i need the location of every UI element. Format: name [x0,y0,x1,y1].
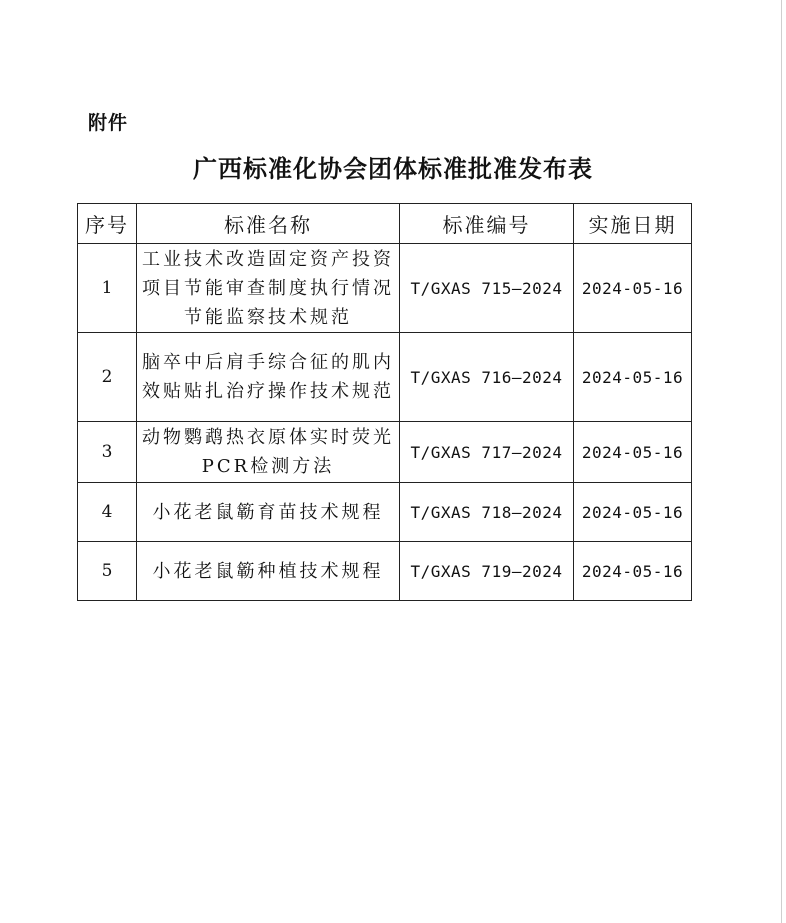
table-row [78,542,692,601]
table-row [78,333,692,422]
cell-date: 2024-05-16 [574,244,692,333]
table-row [78,244,692,333]
cell-no: 1 [78,244,137,333]
document-title: 广西标准化协会团体标准批准发布表 [193,155,593,183]
table-header-row [78,204,692,244]
cell-code: T/GXAS 718—2024 [400,483,574,542]
cell-name: 小花老鼠簕育苗技术规程 [137,483,400,542]
header-name: 标准名称 [137,204,400,244]
cell-date: 2024-05-16 [574,542,692,601]
cell-code: T/GXAS 717—2024 [400,422,574,483]
cell-code: T/GXAS 715—2024 [400,244,574,333]
table-row [78,422,692,483]
page-edge-line [781,0,782,923]
cell-name: 脑卒中后肩手综合征的肌内效贴贴扎治疗操作技术规范 [137,333,400,422]
header-no: 序号 [78,204,137,244]
table-row [78,483,692,542]
header-date: 实施日期 [574,204,692,244]
cell-name: 动物鹦鹉热衣原体实时荧光PCR检测方法 [137,422,400,483]
cell-date: 2024-05-16 [574,333,692,422]
cell-date: 2024-05-16 [574,422,692,483]
cell-no: 5 [78,542,137,601]
cell-no: 4 [78,483,137,542]
cell-name: 小花老鼠簕种植技术规程 [137,542,400,601]
cell-code: T/GXAS 719—2024 [400,542,574,601]
attachment-label: 附件 [88,112,129,134]
cell-no: 3 [78,422,137,483]
standards-table [77,203,692,601]
cell-no: 2 [78,333,137,422]
header-code: 标准编号 [400,204,574,244]
cell-name: 工业技术改造固定资产投资项目节能审查制度执行情况节能监察技术规范 [137,244,400,333]
cell-date: 2024-05-16 [574,483,692,542]
cell-code: T/GXAS 716—2024 [400,333,574,422]
